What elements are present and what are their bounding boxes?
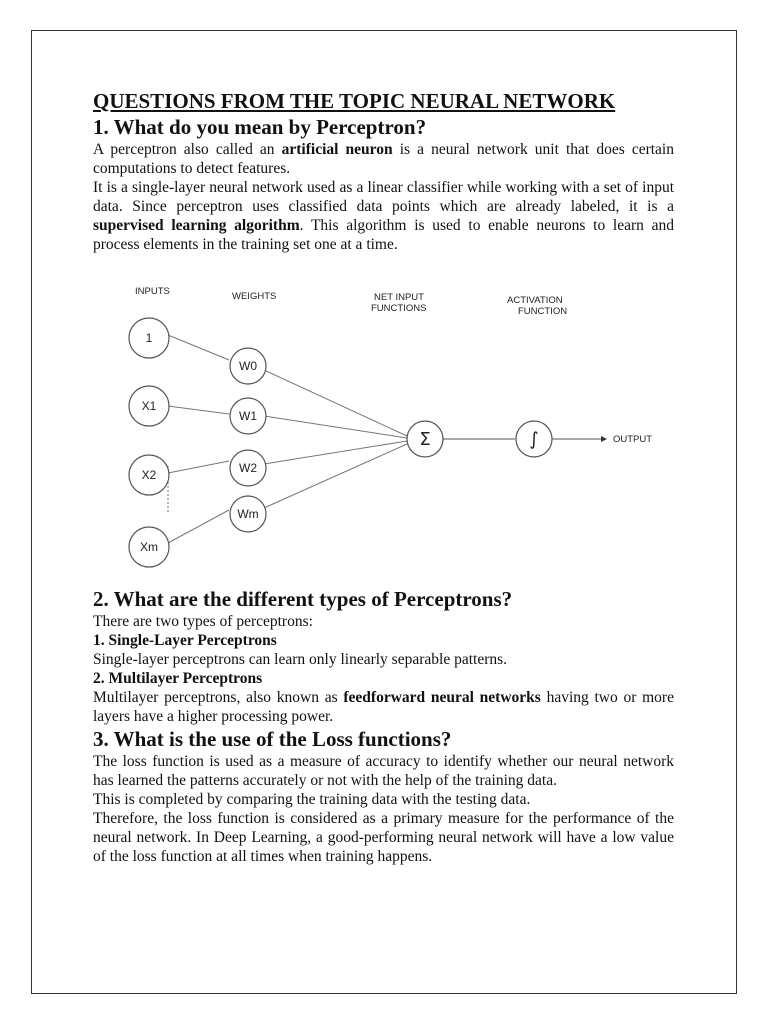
output-arrow-icon	[601, 436, 607, 442]
q2-type1-title: 1. Single-Layer Perceptrons	[93, 632, 277, 649]
question-2-heading: 2. What are the different types of Perceptrons?	[93, 587, 513, 611]
document-body	[93, 88, 674, 866]
q1-paragraph-2	[93, 178, 674, 254]
weight-node-w1-label: W1	[239, 409, 257, 423]
q1-paragraph-1	[93, 140, 674, 178]
perceptron-diagram-svg	[93, 258, 674, 578]
q1-p2-text-b: . This algorithm is used to enable neurons to learn and process elements in the training set one at a time.	[93, 217, 674, 253]
inputs-header: INPUTS	[135, 286, 170, 297]
activation-node	[516, 421, 552, 457]
q2-type2-text-b: having two or more layers have a higher processing power.	[93, 689, 674, 725]
net-input-header-2: FUNCTIONS	[371, 303, 427, 314]
input-node-xm-label: Xm	[140, 540, 158, 554]
weight-node-w0	[230, 348, 266, 384]
q3-paragraph-1: The loss function is used as a measure of accuracy to identify whether our neural network has learned the patterns accurately or not with the help of the training data.	[93, 753, 674, 789]
q2-type2-text-a: Multilayer perceptrons, also known as	[93, 689, 344, 706]
sum-icon: Σ	[419, 429, 431, 450]
q2-intro: There are two types of perceptrons:	[93, 613, 313, 630]
weights-header: WEIGHTS	[232, 291, 277, 302]
q2-type2-paragraph	[93, 688, 674, 726]
input-node-x2	[129, 455, 169, 495]
q2-type2-title: 2. Multilayer Perceptrons	[93, 670, 263, 687]
activation-header-1: ACTIVATION	[507, 295, 563, 306]
q2-type2-bold: feedforward neural networks	[343, 689, 541, 706]
document-title: QUESTIONS FROM THE TOPIC NEURAL NETWORK	[93, 89, 616, 113]
weight-node-w2	[230, 450, 266, 486]
question-1-heading: 1. What do you mean by Perceptron?	[93, 115, 427, 139]
input-node-1	[129, 318, 169, 358]
sum-node	[407, 421, 443, 457]
output-label: OUTPUT	[613, 434, 653, 445]
input-node-x2-label: X2	[141, 468, 157, 482]
input-weight-connections	[168, 335, 229, 543]
weight-node-wm-label: Wm	[237, 507, 259, 521]
question-3-heading: 3. What is the use of the Loss functions?	[93, 727, 452, 751]
weight-node-w0-label: W0	[239, 359, 257, 373]
q3-paragraph-3: Therefore, the loss function is considered as a primary measure for the performance of the neural network. In Deep Learning, a good-performing neural network will have a low value of the loss function at all times when training happens.	[93, 810, 674, 865]
weight-sum-connections	[264, 370, 407, 508]
activation-header-2: FUNCTION	[518, 306, 568, 317]
q1-p2-text-a: It is a single-layer neural network used as a linear classifier while working with a set of input data. Since perceptron uses classified data points which are already labeled, it is a	[93, 179, 674, 215]
q1-p1-text-b: is a neural network unit that does certain computations to detect features.	[93, 141, 674, 177]
input-node-xm	[129, 527, 169, 567]
perceptron-diagram	[93, 258, 674, 578]
step-function-icon: ∫	[529, 429, 539, 450]
input-node-x1-label: X1	[141, 399, 157, 413]
q1-p1-bold: artificial neuron	[281, 141, 393, 158]
weight-node-w2-label: W2	[239, 461, 257, 475]
q1-p2-bold: supervised learning algorithm	[93, 217, 300, 234]
q3-paragraph-2: This is completed by comparing the training data with the testing data.	[93, 791, 531, 808]
net-input-header-1: NET INPUT	[374, 292, 424, 303]
q2-type1-text: Single-layer perceptrons can learn only linearly separable patterns.	[93, 651, 508, 668]
q1-p1-text-a: A perceptron also called an	[93, 141, 282, 158]
input-node-x1	[129, 386, 169, 426]
weight-node-wm	[230, 496, 266, 532]
input-node-1-label: 1	[145, 331, 153, 345]
weight-node-w1	[230, 398, 266, 434]
